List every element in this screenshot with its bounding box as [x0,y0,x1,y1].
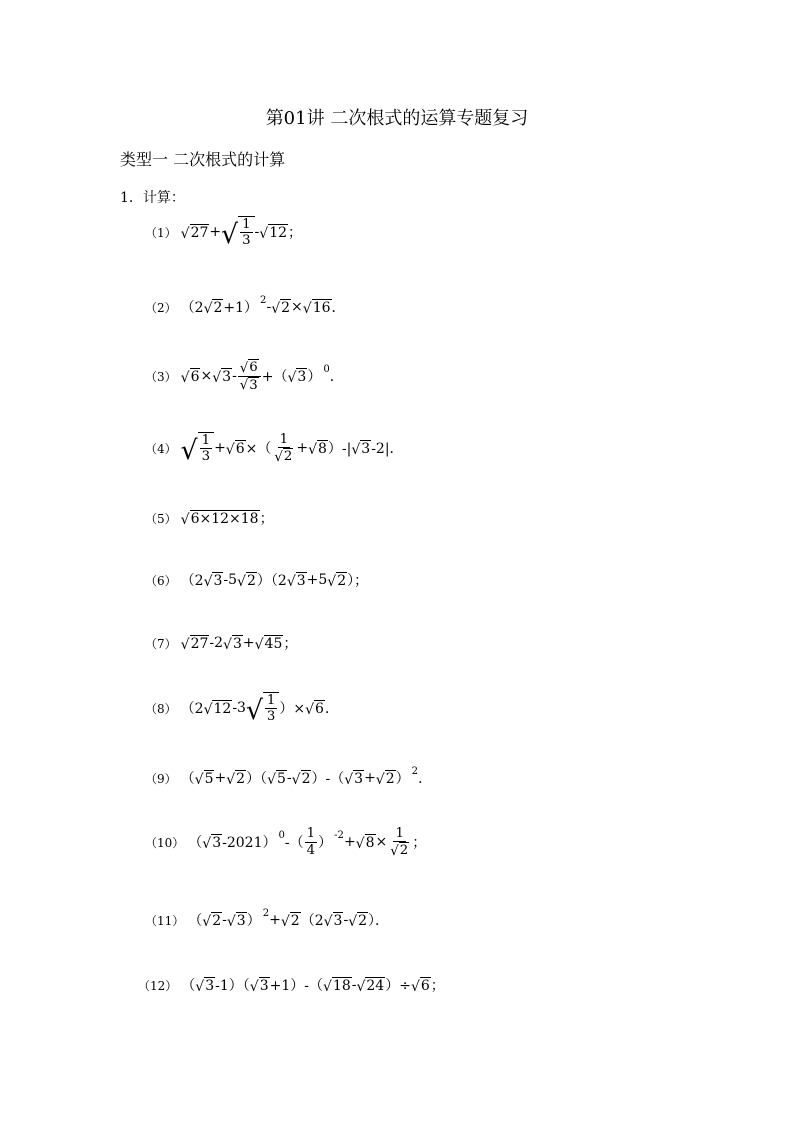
square-root [255,635,284,652]
fraction [272,432,295,465]
math-text: 1 [395,825,404,841]
math-text: + [214,770,227,786]
radicand: 5 [204,770,214,787]
square-root [411,977,431,994]
radical-sign: √ [203,573,213,590]
radicand: 24 [366,977,385,994]
math-text: ） [395,771,410,787]
radical-sign: √ [212,369,222,386]
numerator [278,432,290,448]
radicand: 3 [296,572,306,589]
square-root [250,977,270,994]
radical-sign: √ [245,694,263,726]
square-root [227,912,247,929]
denominator: 3 [266,709,276,724]
radicand: 16 [312,299,331,316]
radicand: 2 [246,572,256,589]
square-root [351,440,371,457]
radicand [198,432,214,465]
math-text: （2 [300,913,324,929]
radicand: 3 [354,770,364,787]
radical-sign: √ [259,225,269,242]
math-text: × [291,299,303,315]
square-root [181,224,210,241]
numerator [238,359,261,376]
math-text: + [214,440,226,456]
radicand: 27 [190,635,209,652]
square-root [376,770,396,787]
square-root [223,635,243,652]
math-text: - [266,299,272,315]
math-text: ； [430,978,445,994]
radical-sign: √ [348,913,358,930]
problem-number: （10） [145,835,185,850]
radicand: 5 [276,770,286,787]
problem-4 [145,423,404,473]
radical-sign: √ [239,361,249,377]
numerator: 1 [242,216,251,232]
problem-expression [181,975,445,995]
square-root [237,572,257,589]
math-text: × [200,368,213,384]
radicand: 2 [290,912,300,929]
math-text: + [296,440,309,456]
radicand: 2 [385,770,395,787]
radicand: 8 [317,440,327,457]
radical-sign: √ [267,771,276,788]
radical-sign: √ [351,441,361,458]
square-root [202,912,222,929]
problem-expression [181,508,274,528]
math-text: ； [412,835,427,851]
math-text: ）． [368,913,390,929]
square-root [390,842,409,858]
radical-sign: √ [305,701,315,718]
math-text: ）； [347,573,369,589]
radicand: 12 [213,700,232,717]
radicand: 2 [281,299,291,316]
denominator: 3 [201,449,211,464]
math-text: + [242,635,255,651]
radical-sign: √ [180,434,198,466]
radicand: 3 [297,368,307,385]
problem-number: （12） [138,978,178,993]
math-text: ； [283,636,298,652]
square-root [292,770,312,787]
fraction [200,433,212,465]
radical-sign: √ [203,300,213,317]
square-root [204,299,224,316]
square-root [226,770,246,787]
problem-number: （6） [145,573,177,588]
exponent: 2 [260,295,267,307]
problem-2 [145,282,346,332]
problem-expression [188,910,389,930]
math-text: + [343,834,356,850]
square-root [204,700,233,717]
numerator: 1 [266,692,276,708]
question-intro: 1．计算： [120,190,185,206]
square-root [181,510,260,527]
radical-sign: √ [291,771,301,788]
square-root [226,440,246,457]
square-root [195,770,215,787]
problem-6 [145,555,368,605]
radicand: 3 [249,377,258,393]
square-root [181,635,210,652]
problem-number: （8） [145,701,177,716]
radical-sign: √ [344,771,354,788]
radicand: 2 [212,912,222,929]
radical-sign: √ [280,913,290,930]
exponent: 0 [323,364,330,376]
radical-sign: √ [323,913,333,930]
problem-5 [145,493,274,543]
problem-11 [145,895,389,945]
math-text: （2 [180,573,204,589]
math-text: ） [246,913,261,929]
radicand: 6 [315,700,324,717]
radical-sign: √ [302,300,312,317]
math-text: -（ [284,835,304,851]
radical-sign: √ [390,843,399,859]
radicand [238,216,254,249]
problem-number: （7） [145,636,177,651]
problem-expression [181,768,432,788]
math-text: ． [331,300,346,316]
fraction [305,826,317,858]
square-root [202,834,222,851]
square-root [323,977,352,994]
square-root [344,770,364,787]
fraction [388,826,411,859]
square-root [327,572,347,589]
problem-12 [138,960,445,1010]
exponent: -2 [334,830,344,842]
radicand: 2 [213,299,223,316]
math-text: ） [318,835,333,851]
math-text: - [232,368,237,384]
radicand: 2 [236,770,246,787]
problem-number: （2） [145,300,177,315]
math-text: （ [181,978,196,994]
radicand: 3 [212,834,222,851]
math-text: （2 [180,300,204,316]
radical-sign: √ [202,913,212,930]
square-root [324,912,344,929]
radical-sign: √ [180,511,190,528]
radical-sign: √ [225,441,235,458]
problem-expression [181,297,346,317]
radical-sign: √ [226,913,236,930]
square-root [267,770,287,787]
square-root [356,977,385,994]
radical-sign: √ [355,835,365,852]
radical-sign: √ [356,978,366,995]
fraction [265,693,277,725]
math-text: ）（2 [256,573,287,589]
problem-3 [145,351,344,401]
square-root [181,368,201,385]
radicand: 8 [365,834,375,851]
radicand: 3 [361,440,371,457]
radical-sign: √ [223,636,232,653]
radical-sign: √ [194,771,204,788]
radical-sign: √ [322,978,332,995]
problem-number: （9） [145,771,177,786]
math-text: -1）（ [215,978,250,994]
square-root [287,368,307,385]
math-text: - [351,977,357,993]
problem-number: （4） [145,441,177,456]
radical-sign: √ [327,573,337,590]
square-root [259,224,288,241]
denominator [272,448,295,464]
fraction [238,359,261,393]
radicand: 3 [222,368,232,385]
radical-sign: √ [195,978,205,995]
problem-number: （1） [145,225,177,240]
math-text: - [222,912,227,928]
math-text: - [254,224,260,240]
problem-expression [181,633,298,653]
radical-sign: √ [375,771,385,788]
square-root [308,440,328,457]
math-text: ． [418,771,433,787]
math-text: - [286,770,292,786]
radical-sign: √ [254,636,264,653]
math-text: - [343,912,349,928]
math-text: -2021） [222,835,277,851]
radical-sign: √ [249,978,259,995]
radicand: 3 [333,912,343,929]
math-text: （2 [180,701,204,717]
numerator [305,826,317,842]
radicand: 12 [269,224,288,241]
math-text: +1） [223,300,259,316]
problem-7 [145,618,297,668]
square-root-fraction [181,432,214,465]
square-root-fraction [221,216,254,249]
denominator [305,843,317,858]
math-text: +5 [306,572,328,588]
fraction [240,217,252,249]
square-root [240,377,259,393]
square-root-fraction [246,692,279,725]
math-text: -2 [209,635,224,651]
radicand: 2 [337,572,347,589]
math-text: ； [259,511,274,527]
radicand: 2 [283,449,293,464]
square-root [305,700,325,717]
radicand: 6×12×18 [190,510,259,527]
math-text: ． [329,369,344,385]
math-text: ）÷ [385,978,411,994]
square-root [240,359,259,375]
math-text: × [375,834,388,850]
radicand: 6 [190,368,200,385]
numerator: 1 [201,432,211,448]
radical-sign: √ [203,701,213,718]
math-text: ） [307,369,322,385]
radicand: 45 [264,635,283,652]
square-root [274,448,293,464]
radicand: 27 [190,224,209,241]
radicand: 2 [399,843,409,858]
radicand: 3 [205,977,215,994]
math-text: ）-| [327,441,352,457]
math-text: -2|． [371,441,404,457]
math-text: -5 [223,572,238,588]
exponent: 0 [278,830,285,842]
radical-sign: √ [180,225,190,242]
problem-expression [181,359,344,393]
radicand: 3 [236,912,246,929]
radical-sign: √ [286,573,296,590]
exponent: 2 [411,766,419,778]
radical-sign: √ [180,369,190,386]
problem-expression [181,432,404,465]
radicand: 3 [213,572,223,589]
numerator [393,826,405,842]
exponent: 2 [262,908,270,920]
radicand: 6 [420,977,430,994]
denominator [388,842,411,858]
radical-sign: √ [287,369,297,386]
problem-8 [145,683,339,733]
math-text: ． [324,701,339,717]
square-root [212,368,232,385]
problem-10 [145,817,426,867]
radicand: 18 [332,977,351,994]
radical-sign: √ [226,771,236,788]
math-text: + [209,224,222,240]
radical-sign: √ [271,300,281,317]
denominator: 3 [242,233,251,248]
math-text: （ [180,771,195,787]
problem-1 [145,207,302,257]
radical-sign: √ [221,218,239,250]
math-text: -3 [232,700,246,716]
radical-sign: √ [180,636,190,653]
math-text: ×（ [245,441,272,457]
problem-expression [181,216,302,249]
math-text: ）（ [246,771,268,787]
square-root [303,299,332,316]
page-title: 第01讲 二次根式的运算专题复习 [265,108,529,129]
math-text: + [364,770,376,786]
problem-number: （11） [145,913,185,928]
problem-number: （3） [145,369,177,384]
square-root [204,572,224,589]
problem-9 [145,753,432,803]
radicand: 3 [232,635,242,652]
radicand: 3 [259,977,269,994]
math-text: + [269,912,281,928]
problem-expression [181,570,369,590]
radicand: 6 [235,440,245,457]
math-text: ； [288,225,303,241]
radical-sign: √ [239,378,249,394]
radical-sign: √ [274,449,283,465]
section-heading: 类型一 二次根式的计算 [120,150,286,169]
radicand: 6 [249,360,258,376]
math-text: 1 [306,826,316,842]
radicand: 2 [301,770,311,787]
math-text: +（ [261,369,288,385]
radical-sign: √ [202,835,212,852]
square-root [281,912,301,929]
square-root [271,299,291,316]
math-text: （ [188,913,203,929]
math-text: +1）-（ [269,978,323,994]
math-text: ）-（ [311,771,345,787]
radicand [263,692,279,725]
problem-number: （5） [145,511,177,526]
math-text: （ [188,835,203,851]
math-text: 1 [279,431,289,447]
radical-sign: √ [410,978,420,995]
problem-expression [188,826,426,859]
math-text: 4 [306,842,316,858]
math-text: ）× [279,701,306,717]
radical-sign: √ [237,573,246,590]
square-root [287,572,307,589]
problem-expression [181,692,339,725]
square-root [356,834,376,851]
radical-sign: √ [308,441,317,458]
denominator [238,377,261,393]
square-root [195,977,215,994]
radicand: 2 [358,912,368,929]
square-root [348,912,368,929]
